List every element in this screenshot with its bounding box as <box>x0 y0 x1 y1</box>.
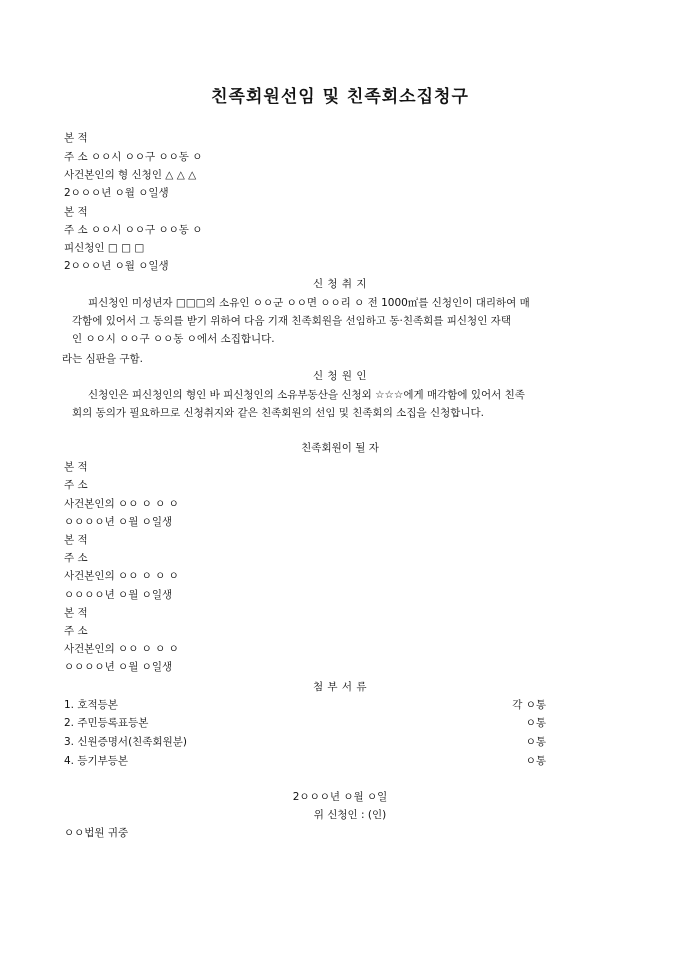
respondent-name: 피신청인 □ □ □ <box>64 242 145 254</box>
applicant-birth: 2ㅇㅇㅇ년 ㅇ월 ㅇ일생 <box>64 187 169 199</box>
attachment-label: 2. 주민등록표등본 <box>64 717 149 729</box>
reason-paragraph <box>64 386 620 422</box>
member-name: 사건본인의 ㅇㅇ ㅇ ㅇ ㅇ <box>64 570 179 582</box>
member-domicile: 본 적 <box>64 607 88 619</box>
attachment-item <box>64 735 546 749</box>
purpose-heading: 신 청 취 지 <box>312 278 368 290</box>
member-birth: ㅇㅇㅇㅇ년 ㅇ월 ㅇ일생 <box>64 661 173 673</box>
member-address: 주 소 <box>64 625 88 637</box>
reason-heading: 신 청 원 인 <box>312 370 368 382</box>
purpose-line-1: 피신청인 미성년자 □□□의 소유인 ㅇㅇ군 ㅇㅇ면 ㅇㅇ리 ㅇ 전 1000㎡를 신청인이 대리하여 매 <box>88 297 530 309</box>
member-birth: ㅇㅇㅇㅇ년 ㅇ월 ㅇ일생 <box>64 589 173 601</box>
member-domicile: 본 적 <box>64 461 88 473</box>
attachments-heading: 첨 부 서 류 <box>312 681 368 693</box>
purpose-line-3: 인 ㅇㅇ시 ㅇㅇ구 ㅇㅇ동 ㅇ에서 소집합니다. <box>72 333 275 345</box>
applicant-relation: 사건본인의 형 신청인 △ △ △ <box>64 169 197 181</box>
attachment-qty: 각 ㅇ통 <box>512 699 546 711</box>
applicant-signature-line: 위 신청인 : (인) <box>313 809 387 821</box>
reason-line-1: 신청인은 피신청인의 형인 바 피신청인의 소유부동산을 신청외 ☆☆☆에게 매각함에 있어서 친족 <box>88 389 525 401</box>
respondent-birth: 2ㅇㅇㅇ년 ㅇ월 ㅇ일생 <box>64 260 169 272</box>
member-birth: ㅇㅇㅇㅇ년 ㅇ월 ㅇ일생 <box>64 516 173 528</box>
attachment-qty: ㅇ통 <box>525 736 546 748</box>
members-heading: 친족회원이 될 자 <box>301 442 379 454</box>
purpose-paragraph <box>64 294 620 348</box>
attachment-qty: ㅇ통 <box>525 755 546 767</box>
filing-date: 2ㅇㅇㅇ년 ㅇ월 ㅇ일 <box>292 791 388 803</box>
reason-line-2: 회의 동의가 필요하므로 신청취지와 같은 친족회원의 선임 및 친족회의 소집을 신청합니다. <box>72 407 485 419</box>
member-address: 주 소 <box>64 552 88 564</box>
attachment-label: 3. 신원증명서(친족회원분) <box>64 736 187 748</box>
court-addressee: ㅇㅇ법원 귀중 <box>64 827 129 839</box>
member-name: 사건본인의 ㅇㅇ ㅇ ㅇ ㅇ <box>64 498 179 510</box>
applicant-address: 주 소 ㅇㅇ시 ㅇㅇ구 ㅇㅇ동 ㅇ <box>64 151 203 163</box>
respondent-domicile: 본 적 <box>64 206 88 218</box>
attachment-label: 4. 등기부등본 <box>64 755 129 767</box>
member-name: 사건본인의 ㅇㅇ ㅇ ㅇ ㅇ <box>64 643 179 655</box>
applicant-domicile: 본 적 <box>64 132 88 144</box>
purpose-closing: 라는 심판을 구함. <box>62 353 144 365</box>
respondent-address: 주 소 ㅇㅇ시 ㅇㅇ구 ㅇㅇ동 ㅇ <box>64 224 203 236</box>
purpose-line-2: 각함에 있어서 그 동의를 받기 위하여 다음 기재 친족회원을 선임하고 동·친족회를 피신청인 자택 <box>72 315 511 327</box>
member-address: 주 소 <box>64 479 88 491</box>
document-title: 친족회원선임 및 친족회소집청구 <box>211 87 469 107</box>
attachment-item <box>64 716 546 730</box>
member-domicile: 본 적 <box>64 534 88 546</box>
attachment-label: 1. 호적등본 <box>64 699 118 711</box>
attachment-qty: ㅇ통 <box>525 717 546 729</box>
attachment-item <box>64 754 546 768</box>
attachment-item <box>64 698 546 712</box>
